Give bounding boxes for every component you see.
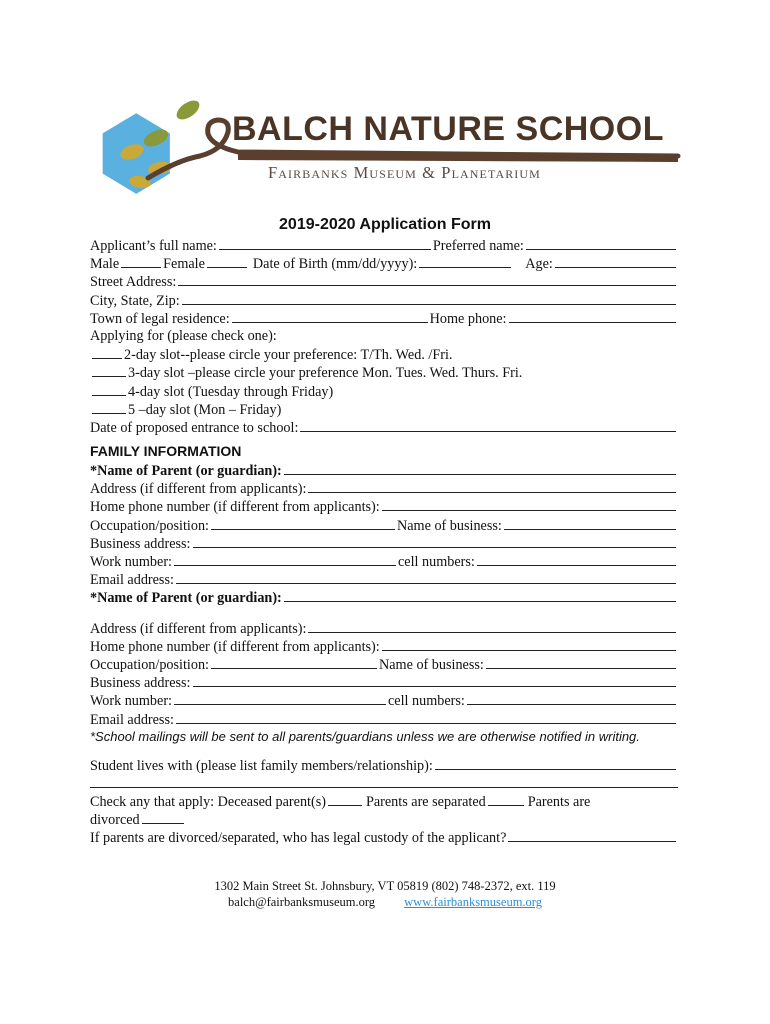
leaf-icon (173, 97, 202, 123)
family-heading: FAMILY INFORMATION (90, 443, 242, 460)
lives-with-field[interactable] (435, 756, 676, 770)
footer-address: 1302 Main Street St. Johnsbury, VT 05819 (802) 748-2372, ext. 119 (214, 879, 556, 893)
parent1-home-phone-label: Home phone number (if different from applicants): (90, 499, 380, 516)
preferred-name-field[interactable] (526, 236, 676, 250)
parent2-address-field[interactable] (308, 619, 676, 633)
city-field[interactable] (182, 291, 676, 305)
parent1-name-field[interactable] (284, 461, 676, 475)
town-field[interactable] (232, 309, 428, 323)
separated-field[interactable] (488, 792, 524, 806)
applying-label: Applying for (please check one): (90, 327, 277, 344)
parent2-email-label: Email address: (90, 711, 174, 728)
deceased-parent-field[interactable] (328, 792, 362, 806)
option-3day-label: 3-day slot –please circle your preference Mon. Tues. Wed. Thurs. Fri. (128, 365, 523, 382)
parent1-occupation-label: Occupation/position: (90, 517, 210, 534)
city-label: City, State, Zip: (90, 292, 180, 309)
deceased-parent-label: Check any that apply: Deceased parent(s) (90, 794, 326, 811)
mailing-note: *School mailings will be sent to all parents/guardians unless we are otherwise notified in writing. (90, 728, 640, 744)
custody-label: If parents are divorced/separated, who has legal custody of the applicant? (90, 830, 507, 847)
parent2-work-number-field[interactable] (174, 691, 386, 705)
parent1-work-number-label: Work number: (90, 554, 172, 570)
parent1-cell-field[interactable] (477, 552, 676, 566)
footer-website-link[interactable]: www.fairbanksmuseum.org (404, 895, 542, 909)
parent1-work-number-field[interactable] (174, 552, 396, 566)
custody-field[interactable] (508, 828, 676, 842)
female-label: Female (163, 256, 205, 273)
option-2day-label: 2-day slot--please circle your preference: T/Th. Wed. /Fri. (124, 347, 453, 364)
parent1-email-label: Email address: (90, 572, 174, 589)
parent2-business-address-label: Business address: (90, 675, 191, 692)
parent2-business-name-field[interactable] (486, 655, 676, 669)
option-3day-checkbox[interactable] (92, 363, 126, 377)
parent2-work-number-label: Work number: (90, 693, 172, 710)
parent2-occupation-label: Occupation/position: (90, 656, 210, 673)
parent1-address-field[interactable] (308, 479, 676, 493)
dob-field[interactable] (419, 254, 511, 268)
separated-label: Parents are separated (365, 794, 486, 811)
home-phone-field[interactable] (509, 309, 677, 323)
parent1-business-name-label: Name of business: (397, 517, 502, 534)
parent1-name-label: *Name of Parent (or guardian): (90, 463, 282, 480)
parent1-occupation-field[interactable] (211, 516, 395, 530)
option-2day-checkbox[interactable] (92, 345, 122, 359)
entrance-date-field[interactable] (300, 418, 676, 432)
dob-label: Date of Birth (mm/dd/yyyy): (252, 256, 418, 273)
parent1-address-label: Address (if different from applicants): (90, 481, 307, 498)
parent1-cell-label: cell numbers: (398, 554, 475, 570)
parent2-email-field[interactable] (176, 710, 676, 724)
male-label: Male (90, 256, 120, 273)
parent2-business-address-field[interactable] (193, 673, 677, 687)
parent2-home-phone-label: Home phone number (if different from applicants): (90, 638, 380, 655)
parent1-email-field[interactable] (176, 570, 676, 584)
street-field[interactable] (178, 272, 676, 286)
parent1-business-address-field[interactable] (193, 534, 677, 548)
full-name-label: Applicant’s full name: (90, 238, 217, 254)
parent2-name-field[interactable] (284, 588, 676, 602)
age-field[interactable] (555, 254, 676, 268)
preferred-name-label: Preferred name: (432, 238, 524, 254)
parent2-occupation-field[interactable] (211, 655, 377, 669)
home-phone-label: Home phone: (429, 310, 507, 327)
option-5day-label: 5 –day slot (Mon – Friday) (128, 401, 282, 418)
entrance-date-label: Date of proposed entrance to school: (90, 419, 299, 436)
parent1-business-name-field[interactable] (504, 516, 676, 530)
museum-name: Fairbanks Museum & Planetarium (268, 163, 541, 182)
parent2-name-label: *Name of Parent (or guardian): (90, 590, 282, 607)
option-4day-checkbox[interactable] (92, 382, 126, 396)
parent2-cell-field[interactable] (467, 691, 676, 705)
form-body (90, 236, 678, 847)
parent2-home-phone-field[interactable] (382, 637, 676, 651)
full-name-field[interactable] (219, 236, 431, 250)
divorced-field[interactable] (142, 810, 184, 824)
male-field[interactable] (121, 254, 161, 268)
parent2-cell-label: cell numbers: (388, 693, 465, 710)
divorced-label: divorced (90, 812, 140, 829)
footer-email: balch@fairbanksmuseum.org (228, 895, 376, 909)
female-field[interactable] (207, 254, 247, 268)
lives-with-field-line2[interactable] (90, 774, 678, 788)
option-4day-label: 4-day slot (Tuesday through Friday) (128, 383, 334, 400)
parent2-business-name-label: Name of business: (379, 656, 484, 673)
parent1-business-address-label: Business address: (90, 535, 191, 552)
lives-with-label: Student lives with (please list family members/relationship): (90, 757, 433, 774)
form-title: 2019-2020 Application Form (279, 216, 491, 233)
school-name: BALCH NATURE SCHOOL (232, 110, 664, 148)
footer (0, 878, 770, 910)
option-5day-checkbox[interactable] (92, 400, 126, 414)
street-label: Street Address: (90, 274, 177, 291)
parent1-home-phone-field[interactable] (382, 497, 676, 511)
age-label: Age: (525, 256, 553, 273)
parents-are-label: Parents are (527, 794, 591, 811)
town-label: Town of legal residence: (90, 310, 230, 327)
parent2-address-label: Address (if different from applicants): (90, 620, 307, 637)
